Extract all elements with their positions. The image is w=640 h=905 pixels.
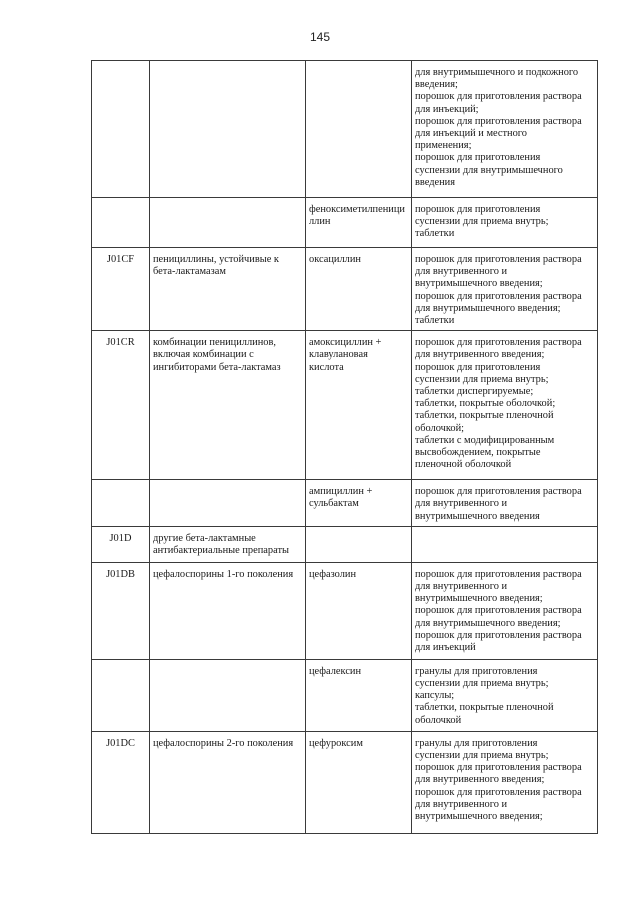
group-name-cell — [150, 198, 306, 248]
atc-code-cell: J01DC — [92, 731, 150, 833]
page-number: 145 — [309, 30, 331, 44]
drug-name-cell: цефалексин — [306, 659, 412, 731]
drug-table — [91, 60, 598, 834]
table-row — [92, 61, 598, 198]
atc-code-cell — [92, 480, 150, 527]
drug-name-cell: оксациллин — [306, 248, 412, 331]
dosage-forms-cell: порошок для приготовления раствора для внутривенного и внутримышечного введения — [412, 480, 598, 527]
table-row — [92, 731, 598, 833]
atc-code-cell: J01DB — [92, 562, 150, 659]
atc-code-cell: J01D — [92, 526, 150, 562]
table-row — [92, 526, 598, 562]
group-name-cell — [150, 480, 306, 527]
group-name-cell — [150, 659, 306, 731]
table-row — [92, 248, 598, 331]
drug-name-cell: цефуроксим — [306, 731, 412, 833]
table-row — [92, 480, 598, 527]
group-name-cell: другие бета-лактамные антибактериальные препараты — [150, 526, 306, 562]
drug-name-cell — [306, 61, 412, 198]
dosage-forms-cell: гранулы для приготовления суспензии для приема внутрь; порошок для приготовления раствора для внутривенного введения; порошок для приготовления раствора для внутривенного и внутримышечного введения; — [412, 731, 598, 833]
drug-name-cell: ампициллин + сульбактам — [306, 480, 412, 527]
atc-code-cell: J01CF — [92, 248, 150, 331]
group-name-cell: комбинации пенициллинов, включая комбинации с ингибиторами бета-лактамаз — [150, 331, 306, 480]
table-row — [92, 659, 598, 731]
group-name-cell: цефалоспорины 1-го поколения — [150, 562, 306, 659]
atc-code-cell: J01CR — [92, 331, 150, 480]
drug-name-cell — [306, 526, 412, 562]
table-row — [92, 198, 598, 248]
atc-code-cell — [92, 659, 150, 731]
drug-name-cell: цефазолин — [306, 562, 412, 659]
table-row — [92, 331, 598, 480]
group-name-cell — [150, 61, 306, 198]
atc-code-cell — [92, 198, 150, 248]
dosage-forms-cell: порошок для приготовления суспензии для приема внутрь; таблетки — [412, 198, 598, 248]
drug-name-cell: амоксициллин + клавулановая кислота — [306, 331, 412, 480]
dosage-forms-cell: гранулы для приготовления суспензии для приема внутрь; капсулы; таблетки, покрытые пленочной оболочкой — [412, 659, 598, 731]
table-row — [92, 562, 598, 659]
dosage-forms-cell: для внутримышечного и подкожного введения; порошок для приготовления раствора для инъекций; порошок для приготовления раствора для инъекций и местного применения; порошок для приготовления суспензии для внутримышечного введения — [412, 61, 598, 198]
atc-code-cell — [92, 61, 150, 198]
dosage-forms-cell: порошок для приготовления раствора для внутривенного и внутримышечного введения; порошок для приготовления раствора для внутримышечного введения; порошок для приготовления раствора для инъекций — [412, 562, 598, 659]
dosage-forms-cell — [412, 526, 598, 562]
group-name-cell: пенициллины, устойчивые к бета-лактамазам — [150, 248, 306, 331]
dosage-forms-cell: порошок для приготовления раствора для внутривенного и внутримышечного введения; порошок для приготовления раствора для внутримышечного введения; таблетки — [412, 248, 598, 331]
drug-name-cell: феноксиметилпеници ллин — [306, 198, 412, 248]
group-name-cell: цефалоспорины 2-го поколения — [150, 731, 306, 833]
dosage-forms-cell: порошок для приготовления раствора для внутривенного введения; порошок для приготовления суспензии для приема внутрь; таблетки диспергируемые; таблетки, покрытые оболочкой; таблетки, покрытые пленочной оболочкой; таблетки с модифицированным высвобождением, покрытые пленочной оболочкой — [412, 331, 598, 480]
